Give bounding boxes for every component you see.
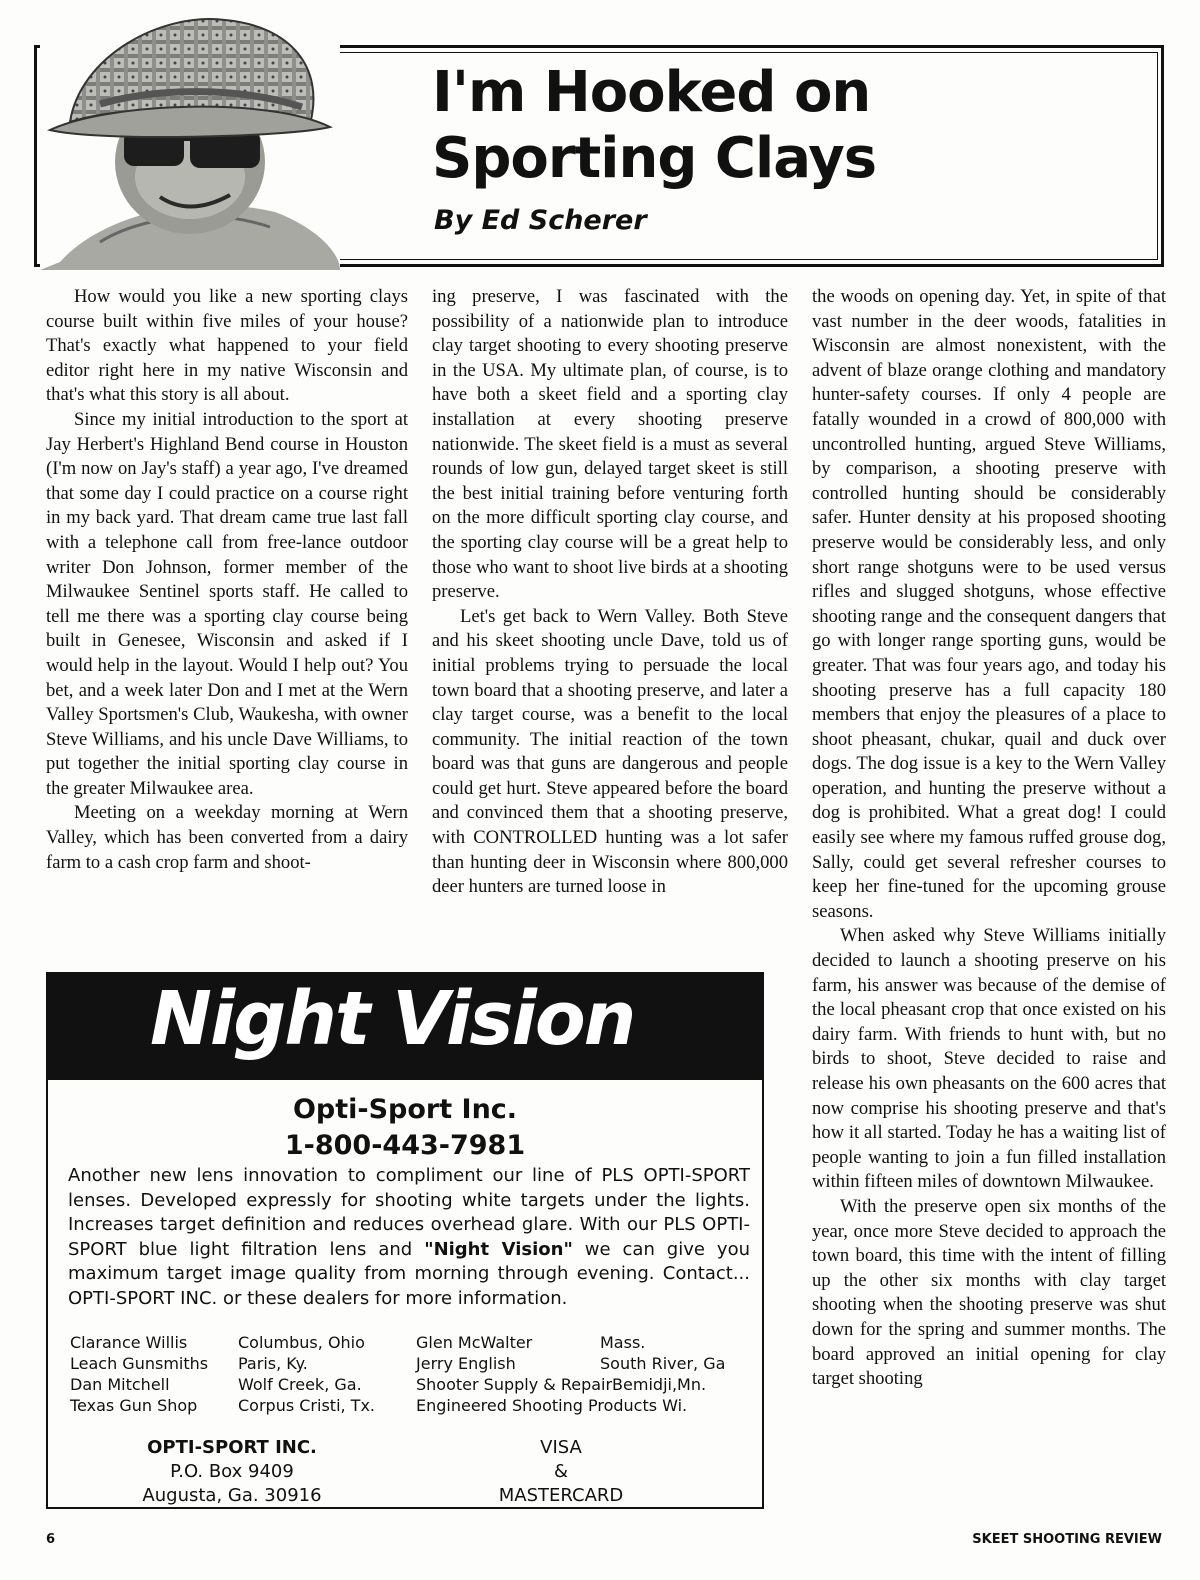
ad-payment-methods — [468, 1436, 654, 1508]
page-number: 6 — [46, 1532, 56, 1547]
ad-banner — [46, 972, 764, 1080]
paragraph: ing preserve, I was fascinated with the possibility of a nationwide plan to introduce clay target shooting to every shooting preserve in the USA. My ultimate plan, of course, is to have both a skeet field and a sporting clay installation at every shooting preserve nationwide. The skeet field is a must as several rounds of low gun, delayed target skeet is still the best initial training before venturing forth on the more difficult sporting clay course, and the sporting clay course will be a great help to those who want to shoot live birds at a shooting preserve. — [432, 286, 788, 603]
publication-name: SKEET SHOOTING REVIEW — [972, 1532, 1162, 1547]
paragraph: When asked why Steve Williams initially decided to launch a shooting preserve on his farm, his answer was because of the demise of the local pheasant crop that once existed on his dairy farm. With friends to hunt with, but no birds to shoot, Steve decided to raise and release his own pheasants on the 600 acres that now comprise his shooting preserve and that's how it all started. Today he has a waiting list of people wanting to join a fun filled installation within fifteen miles of downtown Milwaukee. — [812, 925, 1166, 1193]
address-company: OPTI-SPORT INC. — [147, 1437, 317, 1458]
ad-banner-title: Night Vision — [150, 976, 635, 1062]
dealer-location: Columbus, Ohio — [238, 1333, 365, 1352]
dealer-name: Shooter Supply & RepairBemidji,Mn. — [416, 1375, 707, 1394]
ad-phone-number: 1-800-443-7981 — [284, 1130, 526, 1161]
dealer-location: Mass. — [600, 1333, 646, 1352]
ad-body-part: we can give you maximum target image quality from morning through evening. Contact... OPTI-SPORT INC. or these dealers for more information. — [68, 1238, 750, 1309]
payment-mastercard: MASTERCARD — [498, 1485, 624, 1506]
ad-body-product-name: "Night Vision" — [424, 1238, 573, 1260]
paragraph: With the preserve open six months of the year, once more Steve decided to approach the town board, this time with the intent of filling up the other six months with clay target shooting when the shooting preserve was shut down for the spring and summer months. The board approved an initial opening for clay target shooting — [812, 1195, 1166, 1390]
dealer-name: Leach Gunsmiths — [70, 1354, 209, 1373]
address-po-box: P.O. Box 9409 — [170, 1461, 294, 1482]
article-column-2 — [432, 285, 788, 900]
payment-ampersand: & — [553, 1461, 569, 1482]
paragraph: How would you like a new sporting clays course built within five miles of your house? That's exactly what happened to your field editor right here in my native Wisconsin and that's what this story is all about. — [46, 286, 408, 406]
ad-body-part: Another new lens innovation to compliment our line of PLS OPTI-SPORT lenses. Developed expressly for shooting white targets under the lights. Increases target definition and reduces overhead glare. With our PLS OPTI-SPORT blue light filtration lens and — [68, 1165, 750, 1260]
dealer-name: Glen McWalter — [416, 1333, 533, 1352]
paragraph: Since my initial introduction to the sport at Jay Herbert's Highland Bend course in Houston (I'm now on Jay's staff) a year ago, I've dreamed that some day I could practice on a course right in my back yard. That dream came true last fall with a telephone call from free-lance outdoor writer Don Johnson, former member of the Milwaukee Sentinel sports staff. He called to tell me there was a sporting clay course being built in Genesee, Wisconsin and asked if I would help in the layout. Would I help out? You bet, and a week later Don and I met at the Wern Valley Sportsmen's Club, Waukesha, with owner Steve Williams, and his uncle Dave Williams, to put together the initial sporting clay course in the greater Milwaukee area. — [46, 408, 408, 799]
dealer-name: Clarance Willis — [70, 1333, 188, 1352]
night-vision-advertisement — [46, 972, 764, 1509]
ad-mailing-address — [108, 1436, 356, 1508]
article-title — [432, 60, 876, 192]
title-line-1: I'm Hooked on — [432, 60, 871, 125]
ad-company-name: Opti-Sport Inc. — [292, 1094, 518, 1125]
payment-visa: VISA — [540, 1437, 582, 1458]
author-portrait — [40, 12, 340, 270]
paragraph: the woods on opening day. Yet, in spite of that vast number in the deer woods, fatalities in Wisconsin are almost nonexistent, with the advent of blaze orange clothing and mandatory hunter-safety courses. If only 4 people are fatally wounded in a crowd of 800,000 with uncontrolled hunting, argued Steve Williams, by comparison, a shooting preserve with controlled hunting should be considerably safer. Hunter density at his proposed shooting preserve would be considerably less, and only short range shotguns were to be used versus rifles and slugged shotguns, whose effective shooting range and the consequent dangers that go with longer range sporting guns, would be greater. That was four years ago, and today his shooting preserve has a full capacity 180 members that enjoy the pleasures of a place to shoot pheasant, chukar, quail and duck over dogs. The dog issue is a key to the Wern Valley operation, and hunting the preserve without a dog is prohibited. What a great dog! I could easily see where my famous ruffed grouse dog, Sally, could get several refresher courses to keep her fine-tuned for the upcoming grouse seasons. — [812, 286, 1166, 922]
dealer-name: Engineered Shooting Products Wi. — [416, 1396, 688, 1415]
title-line-2: Sporting Clays — [432, 126, 877, 191]
ad-body-text — [68, 1164, 750, 1311]
article-column-1 — [46, 285, 408, 875]
dealer-location: Wolf Creek, Ga. — [238, 1375, 362, 1394]
paragraph: Meeting on a weekday morning at Wern Valley, which has been converted from a dairy farm to a cash crop farm and shoot- — [46, 802, 408, 873]
dealer-location: Corpus Cristi, Tx. — [238, 1396, 376, 1415]
paragraph: Let's get back to Wern Valley. Both Steve and his skeet shooting uncle Dave, told us of initial problems trying to persuade the local town board that a shooting preserve, and later a clay target course, was a benefit to the local community. The initial reaction of the town board was that guns are dangerous and people could get hurt. Steve appeared before the board and convinced them that a shooting preserve, with CONTROLLED hunting was a lot safer than hunting deer in Wisconsin where 800,000 deer hunters are turned loose in — [432, 605, 788, 898]
dealer-location: Paris, Ky. — [238, 1354, 308, 1373]
byline: By Ed Scherer — [434, 205, 647, 236]
dealer-name: Dan Mitchell — [70, 1375, 170, 1394]
dealer-name: Texas Gun Shop — [70, 1396, 198, 1415]
address-city: Augusta, Ga. 30916 — [142, 1485, 322, 1506]
dealer-name: Jerry English — [416, 1354, 516, 1373]
article-column-3 — [812, 285, 1166, 1392]
author-portrait-image — [40, 12, 340, 270]
dealer-location: South River, Ga — [600, 1354, 726, 1373]
